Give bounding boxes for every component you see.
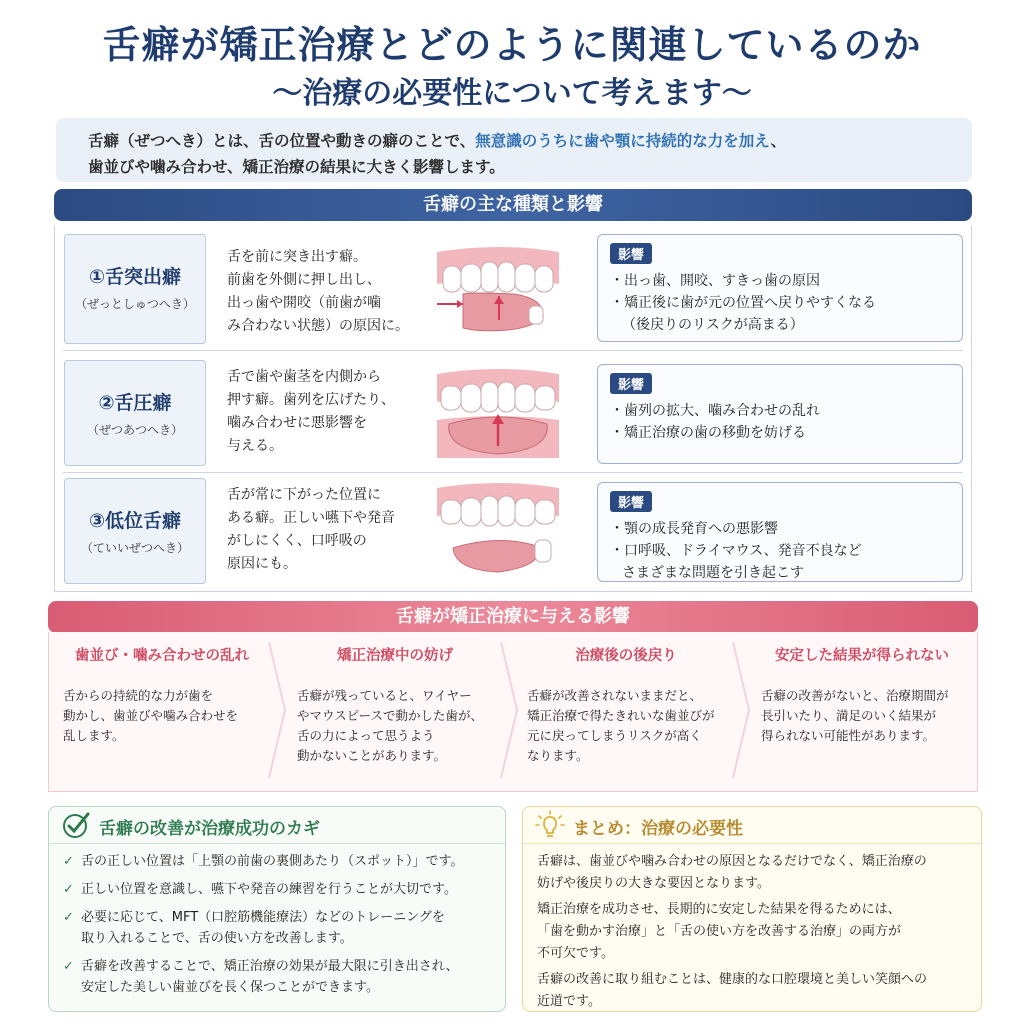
summary-box [522, 806, 982, 1012]
tongue-thrust-icon [433, 244, 563, 336]
impact-box [597, 234, 963, 342]
impact-badge: 影響 [610, 373, 652, 394]
type-description [227, 246, 417, 338]
desc-line: 押す癖。歯列を広げたり、 [227, 392, 395, 408]
type-description [227, 484, 417, 576]
effect-line: 舌の力によって思うよう [297, 728, 435, 743]
effect-text [63, 686, 269, 746]
row-divider [63, 350, 963, 351]
effect-column [747, 632, 977, 782]
desc-line: ある癖。正しい嚥下や発音 [227, 510, 395, 526]
key-list [63, 851, 493, 1005]
summary-paragraph: 舌癖の改善に取り組むことは、健康的な口腔環境と美しい笑顔への 近道です。 [537, 972, 928, 1009]
effect-text [761, 686, 971, 746]
row-divider [63, 472, 963, 473]
summary-text [537, 851, 977, 1017]
intro-box [56, 118, 972, 182]
check-circle-icon [61, 811, 91, 839]
effect-line: 舌癖が改善されないままだと、 [527, 688, 703, 703]
effect-title: 治療後の後戻り [575, 648, 677, 664]
effect-line: 長引いたり、満足のいく結果が [761, 708, 937, 723]
effect-title: 矯正治療中の妨げ [337, 648, 453, 664]
impact-badge: 影響 [610, 243, 652, 264]
effect-line: 元に戻ってしまうリスクが高く [527, 728, 702, 743]
impact-box [597, 482, 963, 582]
effect-line: 動かし、歯並びや噛み合わせを [63, 708, 239, 723]
tongue-pressure-icon [433, 368, 563, 460]
desc-line: 前歯を外側に押し出し、 [227, 272, 381, 288]
type-name: ②舌圧癖 [98, 392, 172, 414]
summary-paragraph: 舌癖は、歯並びや噛み合わせの原因となるだけでなく、矯正治療の 妨げや後戻りの大きな要因となります。 [537, 854, 927, 891]
effect-text [297, 686, 501, 766]
effect-column [513, 632, 739, 782]
desc-line: 舌が常に下がった位置に [227, 487, 381, 503]
type-name: ③低位舌癖 [88, 510, 182, 532]
impact-item: さまざまな問題を引き起こす [622, 565, 804, 581]
type-row-tongue-thrust [55, 232, 971, 350]
desc-line: 与える。 [227, 438, 283, 454]
impact-item: ・口呼吸、ドライマウス、発音不良など [610, 543, 862, 559]
desc-line: 舌で歯や歯茎を内側から [227, 369, 381, 385]
impact-item: ・顎の成長発育への悪影響 [610, 521, 778, 537]
intro-text-2: 、 [770, 132, 787, 150]
lightbulb-icon [535, 810, 565, 840]
type-name: ①舌突出癖 [88, 266, 182, 288]
type-name-box [64, 360, 206, 466]
effect-line: 得られない可能性があります。 [761, 728, 936, 743]
check-icon: ✓ [63, 882, 74, 897]
list-item: ✓ 必要に応じて、MFT（口腔筋機能療法）などのトレーニングを 取り入れることで、舌の使い方を改善します。 [63, 907, 493, 949]
key-box [48, 806, 506, 1012]
low-tongue-icon [433, 482, 563, 574]
type-row-tongue-pressure [55, 356, 971, 474]
effect-line: 舌癖の改善がないと、治療期間が [761, 688, 949, 703]
effect-text [527, 686, 733, 766]
desc-line: がしにくく、口呼吸の [227, 533, 367, 549]
list-item: ✓ 正しい位置を意識し、嚥下や発音の練習を行うことが大切です。 [63, 879, 493, 900]
impact-item: ・歯列の拡大、噛み合わせの乱れ [610, 403, 820, 419]
desc-line: 出っ歯や開咬（前歯が噛 [227, 295, 381, 311]
effect-column [283, 632, 507, 782]
type-row-low-tongue [55, 476, 971, 594]
effect-title: 安定した結果が得られない [775, 648, 949, 664]
effect-line: 乱します。 [63, 728, 125, 743]
effect-line: なります。 [527, 748, 589, 763]
effect-line: やマウスピースで動かした歯が、 [297, 708, 484, 723]
page-title: 舌癖が矯正治療とどのように関連しているのか [102, 22, 922, 67]
summary-paragraph: 矯正治療を成功させ、長期的に安定した結果を得るためには、 「歯を動かす治療」と「舌の使い方を改善する治療」の両方が 不可欠です。 [537, 902, 902, 961]
check-icon: ✓ [63, 854, 74, 869]
effect-line: 舌からの持続的な力が歯を [63, 688, 214, 703]
effect-line: 動かないことがあります。 [297, 748, 447, 763]
desc-line: み合わない状態）の原因に。 [227, 318, 409, 334]
desc-line: 原因にも。 [227, 556, 297, 572]
summary-box-title: まとめ：治療の必要性 [573, 819, 743, 839]
impact-item: ・出っ歯、開咬、すきっ歯の原因 [610, 273, 820, 289]
type-reading: （ぜつあつへき） [86, 423, 183, 437]
check-icon: ✓ [63, 959, 74, 974]
key-box-title: 舌癖の改善が治療成功のカギ [99, 819, 320, 839]
effects-panel [48, 632, 978, 792]
types-panel [54, 226, 972, 592]
effect-line: 舌癖が残っていると、ワイヤー [297, 688, 472, 703]
effect-line: 矯正治療で得たきれいな歯並びが [527, 708, 715, 723]
type-name-box [64, 478, 206, 584]
effect-title: 歯並び・噛み合わせの乱れ [75, 648, 249, 664]
desc-line: 舌を前に突き出す癖。 [227, 249, 367, 265]
type-name-box [64, 234, 206, 344]
effect-column [49, 632, 275, 782]
key-box-header [49, 807, 505, 844]
type-reading: （ぜっとしゅつへき） [75, 297, 195, 311]
effects-heading: 舌癖が矯正治療に与える影響 [48, 601, 978, 633]
list-item: ✓ 舌癖を改善することで、矯正治療の効果が最大限に引き出され、 安定した美しい歯並びを長く保つことができます。 [63, 956, 493, 998]
impact-item: ・矯正治療の歯の移動を妨げる [610, 425, 806, 441]
impact-item: （後戻りのリスクが高まる） [622, 317, 804, 333]
check-icon: ✓ [63, 910, 74, 925]
impact-item: ・矯正後に歯が元の位置へ戻りやすくなる [610, 295, 876, 311]
impact-box [597, 364, 963, 464]
intro-text-1: 舌癖（ぜつへき）とは、舌の位置や動きの癖のことで、 [88, 132, 476, 150]
intro-highlight: 無意識のうちに歯や顎に持続的な力を加え [475, 132, 771, 150]
types-heading: 舌癖の主な種類と影響 [54, 189, 972, 221]
desc-line: 噛み合わせに悪影響を [227, 415, 367, 431]
intro-text-3: 歯並びや噛み合わせ、矯正治療の結果に大きく影響します。 [88, 158, 505, 176]
summary-box-header [523, 807, 981, 844]
impact-badge: 影響 [610, 491, 652, 512]
list-item: ✓ 舌の正しい位置は「上顎の前歯の裏側あたり（スポット）」です。 [63, 851, 493, 872]
type-reading: （ていいぜつへき） [80, 541, 189, 555]
page-subtitle: ～治療の必要性について考えます～ [272, 76, 752, 111]
type-description [227, 366, 417, 458]
